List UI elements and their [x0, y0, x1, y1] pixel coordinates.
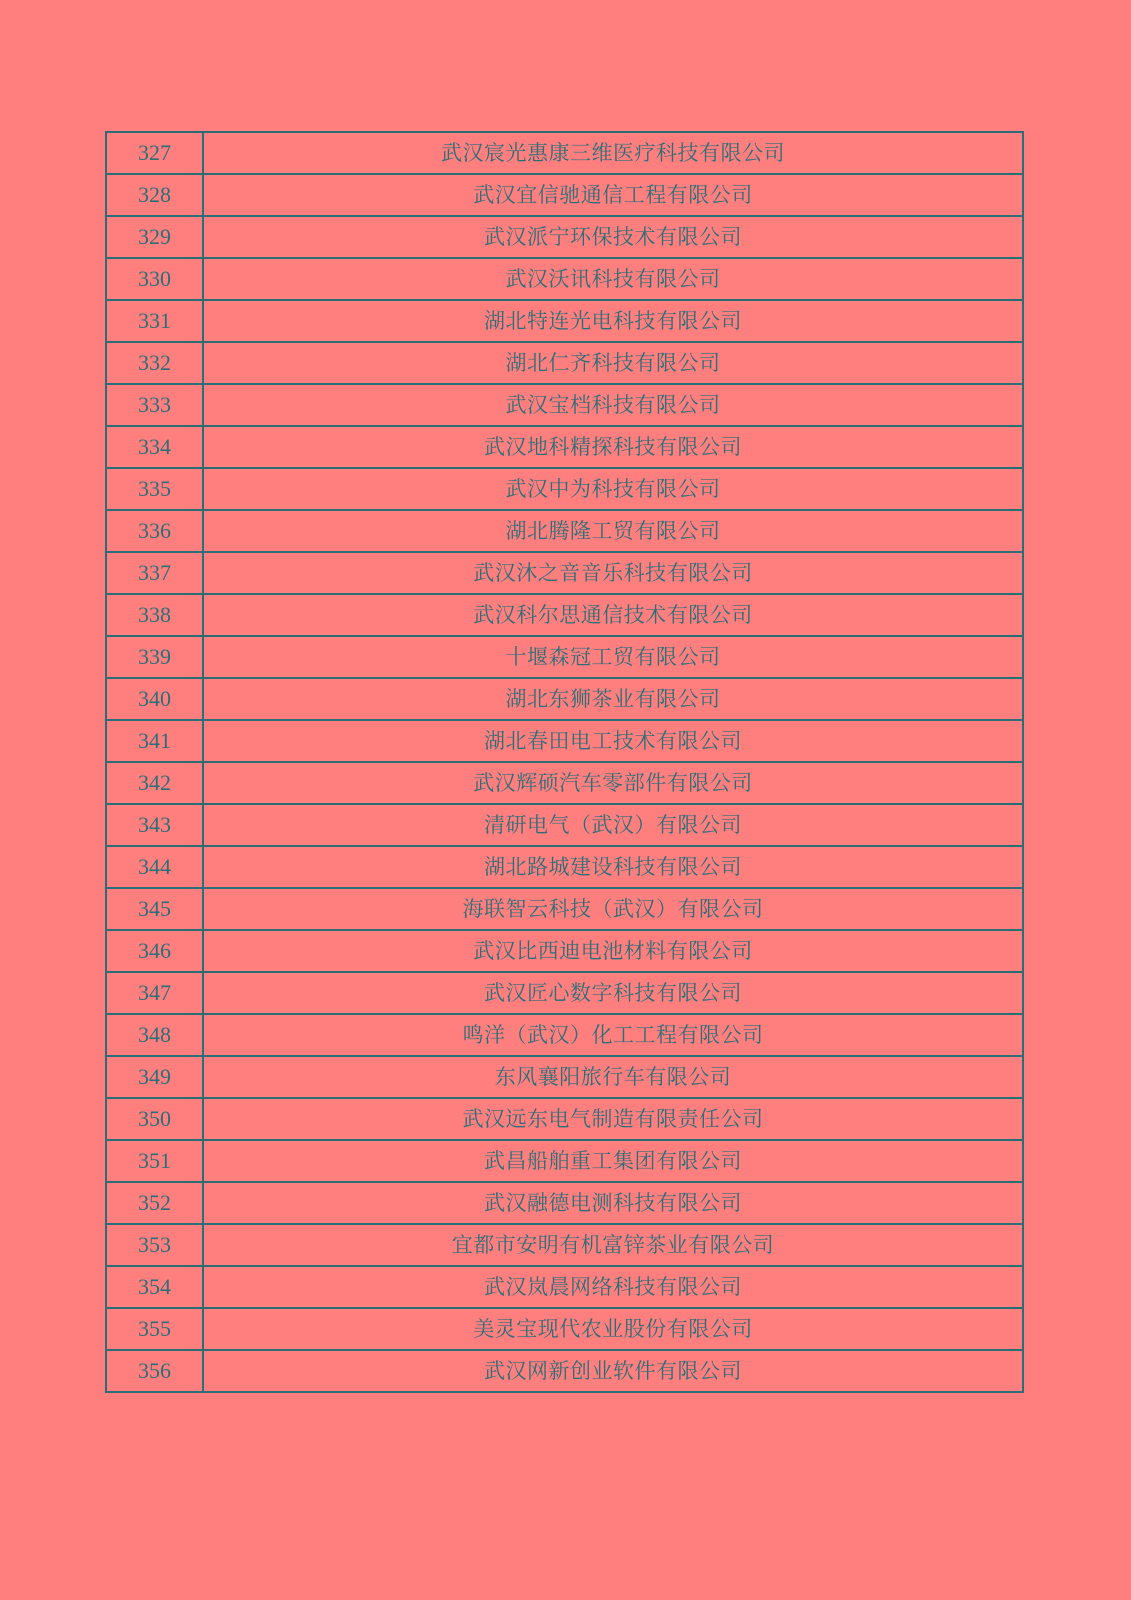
row-number: 331	[106, 300, 203, 342]
table-row	[106, 132, 1023, 174]
row-number: 339	[106, 636, 203, 678]
table-row	[106, 1266, 1023, 1308]
table-row	[106, 300, 1023, 342]
company-table	[105, 131, 1024, 1393]
row-number: 351	[106, 1140, 203, 1182]
company-name: 武汉远东电气制造有限责任公司	[203, 1098, 1023, 1140]
company-name: 海联智云科技（武汉）有限公司	[203, 888, 1023, 930]
table-row	[106, 1056, 1023, 1098]
company-name: 武汉岚晨网络科技有限公司	[203, 1266, 1023, 1308]
company-name: 湖北东狮茶业有限公司	[203, 678, 1023, 720]
row-number: 347	[106, 972, 203, 1014]
company-name: 武汉宜信驰通信工程有限公司	[203, 174, 1023, 216]
company-name: 美灵宝现代农业股份有限公司	[203, 1308, 1023, 1350]
table-row	[106, 1308, 1023, 1350]
table-row	[106, 384, 1023, 426]
table-row	[106, 636, 1023, 678]
row-number: 337	[106, 552, 203, 594]
company-name: 武汉地科精探科技有限公司	[203, 426, 1023, 468]
row-number: 346	[106, 930, 203, 972]
company-name: 武汉派宁环保技术有限公司	[203, 216, 1023, 258]
table-row	[106, 930, 1023, 972]
row-number: 332	[106, 342, 203, 384]
row-number: 353	[106, 1224, 203, 1266]
row-number: 327	[106, 132, 203, 174]
row-number: 352	[106, 1182, 203, 1224]
row-number: 348	[106, 1014, 203, 1056]
company-table-body	[106, 132, 1023, 1392]
row-number: 329	[106, 216, 203, 258]
row-number: 338	[106, 594, 203, 636]
company-name: 湖北仁齐科技有限公司	[203, 342, 1023, 384]
table-row	[106, 972, 1023, 1014]
company-name: 湖北特连光电科技有限公司	[203, 300, 1023, 342]
table-row	[106, 174, 1023, 216]
company-name: 宜都市安明有机富锌茶业有限公司	[203, 1224, 1023, 1266]
table-row	[106, 342, 1023, 384]
row-number: 343	[106, 804, 203, 846]
table-row	[106, 678, 1023, 720]
table-row	[106, 1224, 1023, 1266]
table-row	[106, 510, 1023, 552]
table-row	[106, 258, 1023, 300]
table-row	[106, 1098, 1023, 1140]
company-name: 东风襄阳旅行车有限公司	[203, 1056, 1023, 1098]
table-row	[106, 1182, 1023, 1224]
row-number: 345	[106, 888, 203, 930]
row-number: 354	[106, 1266, 203, 1308]
row-number: 328	[106, 174, 203, 216]
company-name: 鸣洋（武汉）化工工程有限公司	[203, 1014, 1023, 1056]
table-row	[106, 216, 1023, 258]
company-name: 武汉中为科技有限公司	[203, 468, 1023, 510]
company-name: 武汉匠心数字科技有限公司	[203, 972, 1023, 1014]
company-name: 武汉宸光惠康三维医疗科技有限公司	[203, 132, 1023, 174]
row-number: 342	[106, 762, 203, 804]
company-name: 武汉沃讯科技有限公司	[203, 258, 1023, 300]
row-number: 349	[106, 1056, 203, 1098]
company-name: 武汉比西迪电池材料有限公司	[203, 930, 1023, 972]
table-row	[106, 804, 1023, 846]
company-name: 清研电气（武汉）有限公司	[203, 804, 1023, 846]
company-name: 武汉辉硕汽车零部件有限公司	[203, 762, 1023, 804]
table-row	[106, 720, 1023, 762]
row-number: 334	[106, 426, 203, 468]
table-row	[106, 1140, 1023, 1182]
company-name: 湖北路城建设科技有限公司	[203, 846, 1023, 888]
company-name: 武汉宝档科技有限公司	[203, 384, 1023, 426]
company-name: 湖北腾隆工贸有限公司	[203, 510, 1023, 552]
row-number: 336	[106, 510, 203, 552]
table-row	[106, 468, 1023, 510]
table-row	[106, 552, 1023, 594]
row-number: 340	[106, 678, 203, 720]
table-row	[106, 426, 1023, 468]
row-number: 341	[106, 720, 203, 762]
row-number: 333	[106, 384, 203, 426]
row-number: 356	[106, 1350, 203, 1392]
company-name: 湖北春田电工技术有限公司	[203, 720, 1023, 762]
table-row	[106, 888, 1023, 930]
table-row	[106, 1350, 1023, 1392]
company-name: 武汉科尔思通信技术有限公司	[203, 594, 1023, 636]
company-name: 武汉沐之音音乐科技有限公司	[203, 552, 1023, 594]
table-row	[106, 594, 1023, 636]
row-number: 344	[106, 846, 203, 888]
company-name: 武汉融德电测科技有限公司	[203, 1182, 1023, 1224]
table-row	[106, 1014, 1023, 1056]
row-number: 335	[106, 468, 203, 510]
company-name: 十堰森冠工贸有限公司	[203, 636, 1023, 678]
company-name: 武昌船舶重工集团有限公司	[203, 1140, 1023, 1182]
row-number: 355	[106, 1308, 203, 1350]
row-number: 350	[106, 1098, 203, 1140]
table-row	[106, 846, 1023, 888]
row-number: 330	[106, 258, 203, 300]
company-name: 武汉网新创业软件有限公司	[203, 1350, 1023, 1392]
table-row	[106, 762, 1023, 804]
